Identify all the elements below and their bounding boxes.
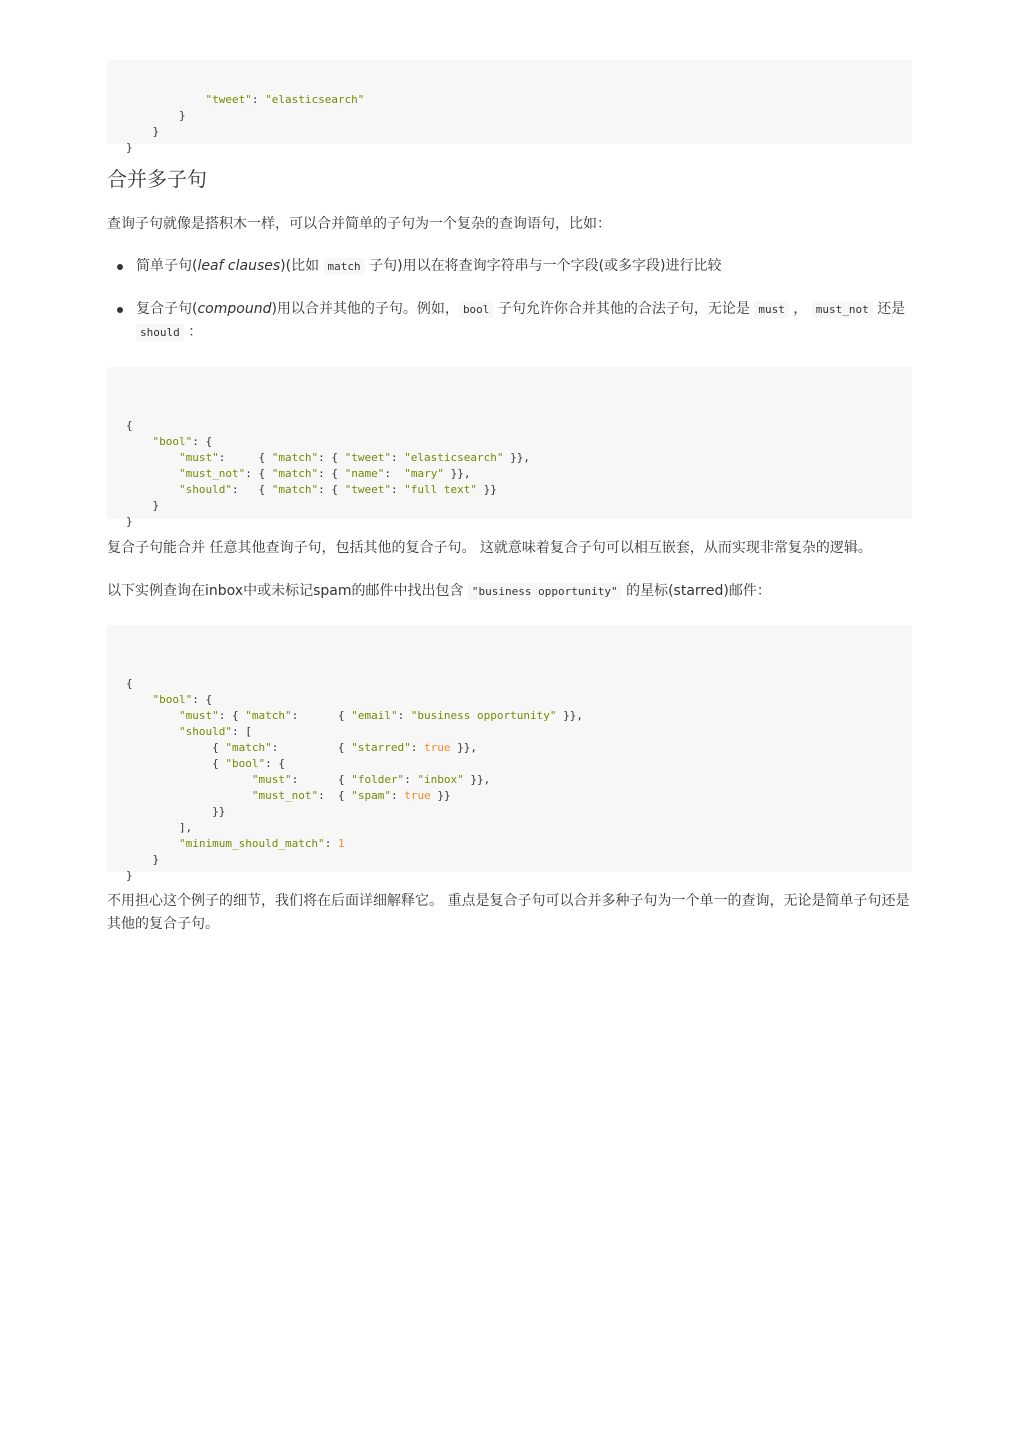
code-lines xyxy=(126,676,893,884)
code-line: "must_not": { "match": { "name": "mary" }}, xyxy=(178,467,471,480)
code-block-top xyxy=(107,60,912,154)
code-line: { xyxy=(126,677,133,690)
code-line: { "match": { "starred": true }}, xyxy=(126,741,478,754)
code-line: "must": { "folder": "inbox" }}, xyxy=(251,773,491,786)
code-line: "must_not": { "spam": true }} xyxy=(251,789,451,802)
code-line: "tweet": "elasticsearch" xyxy=(205,93,365,106)
inline-code-match: match xyxy=(324,258,365,275)
leaf-text-mid: )(比如 xyxy=(280,258,324,274)
code-line: } xyxy=(126,109,186,122)
code-line: } xyxy=(126,853,160,866)
example-paragraph xyxy=(107,580,912,603)
code-lines xyxy=(126,418,893,530)
compound-paragraph: 复合子句能合并 任意其他查询子句，包括其他的复合子句。 这就意味着复合子句可以相互嵌套，从而实现非常复杂的逻辑。 xyxy=(107,540,872,556)
code-line: { xyxy=(126,419,133,432)
bullet-dot-icon xyxy=(117,264,123,270)
code-line: "should": { "match": { "tweet": "full text" }} xyxy=(178,483,497,496)
code-block-email xyxy=(107,625,912,882)
compound-text-pre: 复合子句( xyxy=(136,301,198,317)
code-line: } xyxy=(126,125,160,138)
bullet-dot-icon xyxy=(117,307,123,313)
compound-separator: ， xyxy=(788,301,812,317)
code-line: ], xyxy=(126,821,193,834)
list-item-leaf xyxy=(117,255,912,278)
inline-code-must-not: must_not xyxy=(812,301,873,318)
section-title: 合并多子句 xyxy=(107,167,207,191)
inline-code-business: "business opportunity" xyxy=(468,583,622,600)
code-line: "should": [ xyxy=(178,725,252,738)
compound-text-mid2: 子句允许你合并其他的合法子句，无论是 xyxy=(493,301,755,317)
code-block-bool xyxy=(107,367,912,528)
inline-code-should: should xyxy=(136,324,184,341)
bullet-list xyxy=(117,255,912,344)
leaf-text-pre: 简单子句( xyxy=(136,258,198,274)
code-line: }} xyxy=(126,805,226,818)
inline-code-bool: bool xyxy=(459,301,494,318)
leaf-text-post: 子句)用以在将查询字符串与一个字段(或多字段)进行比较 xyxy=(364,258,722,274)
code-line: } xyxy=(126,141,133,154)
example-text-post: 的星标(starred)邮件： xyxy=(621,583,771,599)
code-line: } xyxy=(126,515,133,528)
code-line: "bool": { xyxy=(152,435,213,448)
compound-term: compound xyxy=(197,301,272,317)
code-line: } xyxy=(126,869,133,882)
code-line: { "bool": { xyxy=(126,757,285,770)
inline-code-must: must xyxy=(754,301,789,318)
code-line: "minimum_should_match": 1 xyxy=(178,837,345,850)
example-text-pre: 以下实例查询在inbox中或未标记spam的邮件中找出包含 xyxy=(107,583,468,599)
compound-text-post: ： xyxy=(183,324,203,340)
leaf-term: leaf clauses xyxy=(197,258,281,274)
intro-paragraph: 查询子句就像是搭积木一样，可以合并简单的子句为一个复杂的查询语句，比如： xyxy=(107,216,611,232)
code-lines xyxy=(126,92,893,156)
list-item-compound xyxy=(117,298,912,344)
code-line: } xyxy=(126,499,160,512)
code-line: "must": { "match": { "tweet": "elasticsearch" }}, xyxy=(178,451,531,464)
detail-paragraph: 不用担心这个例子的细节，我们将在后面详细解释它。 重点是复合子句可以合并多种子句为一个单一的查询，无论是简单子句还是其他的复合子句。 xyxy=(107,893,910,932)
compound-text-mid: )用以合并其他的子句。例如， xyxy=(271,301,459,317)
code-line: "bool": { xyxy=(152,693,213,706)
code-line: "must": { "match": { "email": "business opportunity" }}, xyxy=(178,709,584,722)
compound-text-mid3: 还是 xyxy=(872,301,906,317)
